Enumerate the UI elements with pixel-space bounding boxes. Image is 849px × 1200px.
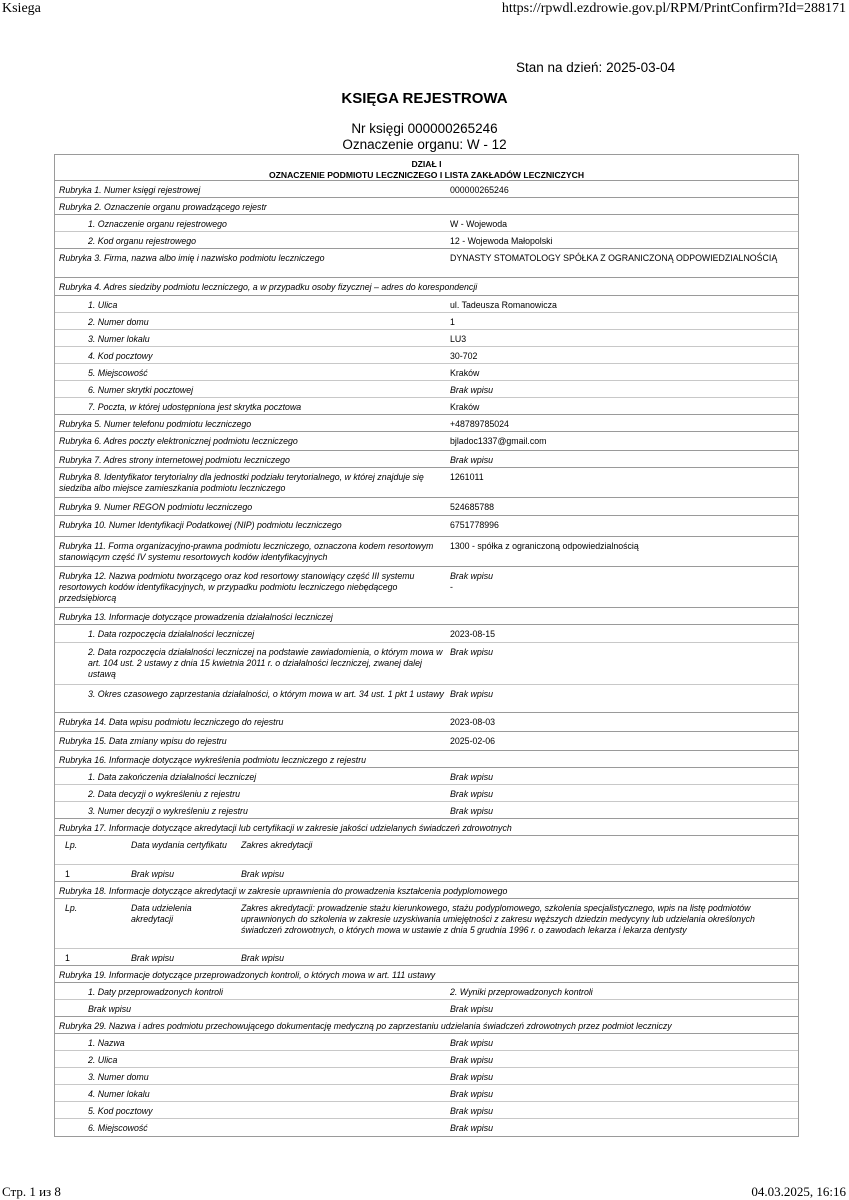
field-label: Rubryka 7. Adres strony internetowej podmiotu leczniczego [59, 455, 290, 465]
table-row [55, 785, 798, 802]
register-table [54, 154, 799, 1137]
field-label: Rubryka 3. Firma, nazwa albo imię i nazwisko podmiotu leczniczego [59, 253, 325, 263]
field-label: 6. Numer skrytki pocztowej [88, 385, 194, 395]
field-value: ul. Tadeusza Romanowicza [450, 300, 557, 310]
section-number: DZIAŁ I [411, 159, 442, 169]
field-label: 2. Ulica [88, 1055, 118, 1065]
field-value: Brak wpisu [450, 1004, 494, 1014]
field-value: Brak wpisu [450, 772, 494, 782]
field-label: 4. Numer lokalu [88, 1089, 150, 1099]
table-row [55, 713, 798, 732]
register-number: Nr księgi 000000265246 [351, 121, 498, 136]
cell-scope: Brak wpisu [241, 869, 285, 879]
column-header-lp: Lp. [65, 840, 78, 850]
field-label: 5. Miejscowość [88, 368, 148, 378]
table-row [55, 516, 798, 537]
table-row [55, 1034, 798, 1051]
field-value [449, 567, 798, 607]
column-header-scope: Zakres akredytacji: prowadzenie stażu kierunkowego, stażu podyplomowego, szkolenia specjalistycznego, wpis na listę podmiotów uprawnionych do szkolenia w zakresie uzyskiwania umiejętności z zakresu węższych dziedzin medycyny lub udzielania określonych świadczeń zdrowotnych, o których mowa w ustawie z dnia 5 grudnia 1996 r. o zawodach lekarza i lekarza dentysty [241, 903, 755, 935]
field-value: 2023-08-03 [450, 717, 495, 727]
print-timestamp: 04.03.2025, 16:16 [751, 1184, 846, 1199]
field-value: Brak wpisu [450, 1072, 494, 1082]
field-label: Rubryka 16. Informacje dotyczące wykreślenia podmiotu leczniczego z rejestru [59, 755, 367, 765]
table-row [55, 983, 798, 1000]
field-label: 1. Daty przeprowadzonych kontroli [88, 987, 223, 997]
table-row [55, 381, 798, 398]
cell-lp: 1 [65, 869, 70, 879]
field-label: 1. Nazwa [88, 1038, 125, 1048]
field-label: Rubryka 10. Numer Identyfikacji Podatkowej (NIP) podmiotu leczniczego [59, 520, 342, 530]
table-row [55, 313, 798, 330]
section-title: OZNACZENIE PODMIOTU LECZNICZEGO I LISTA ZAKŁADÓW LECZNICZYCH [268, 169, 585, 180]
field-value: 524685788 [450, 502, 495, 512]
field-label: Rubryka 11. Forma organizacyjno-prawna podmiotu leczniczego, oznaczona kodem resortowym stanowiącym część IV systemu resortowych kodów identyfikacyjnych [59, 541, 434, 562]
cell-scope: Brak wpisu [241, 953, 285, 963]
column-header-scope: Zakres akredytacji [241, 840, 313, 850]
table-row [55, 1119, 798, 1136]
table-row [55, 819, 798, 836]
table-row [55, 608, 798, 625]
field-label: 1. Oznaczenie organu rejestrowego [88, 219, 227, 229]
field-label: 2. Kod organu rejestrowego [88, 236, 197, 246]
table-row [55, 966, 798, 983]
cell-date: Brak wpisu [131, 869, 175, 879]
table-row [55, 865, 798, 882]
field-value: DYNASTY STOMATOLOGY SPÓŁKA Z OGRANICZONĄ ODPOWIEDZIALNOŚCIĄ [450, 253, 778, 263]
field-label: 3. Numer domu [88, 1072, 149, 1082]
table-row [55, 498, 798, 516]
table-row [55, 567, 798, 608]
field-value: 30-702 [450, 351, 478, 361]
field-label: 4. Kod pocztowy [88, 351, 153, 361]
field-value: Brak wpisu [450, 647, 494, 657]
field-value: W - Wojewoda [450, 219, 508, 229]
field-value: Brak wpisu [450, 455, 494, 465]
table-row [55, 1051, 798, 1068]
table-row [55, 949, 798, 966]
status-date: Stan na dzień: 2025-03-04 [516, 60, 676, 75]
page-counter: Стр. 1 из 8 [2, 1184, 61, 1199]
table-row [55, 330, 798, 347]
field-label: Rubryka 14. Data wpisu podmiotu leczniczego do rejestru [59, 717, 284, 727]
table-row [55, 296, 798, 313]
field-label: Rubryka 18. Informacje dotyczące akredytacji w zakresie uprawnienia do prowadzenia kształcenia podyplomowego [59, 886, 508, 896]
table-row [55, 732, 798, 751]
field-value: Brak wpisu [88, 1004, 132, 1014]
table-row [55, 1017, 798, 1034]
table-row [55, 347, 798, 364]
field-value: Brak wpisu [450, 789, 494, 799]
field-label: 2. Data rozpoczęcia działalności leczniczej na podstawie zawiadomienia, o którym mowa w art. 104 ust. 2 ustawy z dnia 15 kwietnia 2011 r. o działalności leczniczej, zwanej dalej ustawą [88, 647, 443, 679]
field-value: LU3 [450, 334, 467, 344]
authority-code: Oznaczenie organu: W - 12 [342, 137, 507, 152]
table-row [55, 415, 798, 432]
table-row [55, 1000, 798, 1017]
field-label: Rubryka 6. Adres poczty elektronicznej podmiotu leczniczego [59, 436, 298, 446]
field-label: 3. Okres czasowego zaprzestania działalności, o którym mowa w art. 34 ust. 1 pkt 1 ustawy [88, 689, 444, 699]
field-value: Brak wpisu [450, 1106, 494, 1116]
field-value: +48789785024 [450, 419, 509, 429]
table-row [55, 249, 798, 278]
column-header-lp: Lp. [65, 903, 78, 913]
page-title: KSIĘGA REJESTROWA [341, 90, 508, 107]
field-label: 7. Poczta, w której udostępniona jest skrytka pocztowa [88, 402, 302, 412]
field-value: 6751778996 [450, 520, 499, 530]
field-label: Rubryka 5. Numer telefonu podmiotu leczniczego [59, 419, 252, 429]
field-label: Rubryka 17. Informacje dotyczące akredytacji lub certyfikacji w zakresie jakości udzielanych świadczeń zdrowotnych [59, 823, 512, 833]
field-label: 2. Numer domu [88, 317, 149, 327]
field-label: Rubryka 29. Nazwa i adres podmiotu przechowującego dokumentację medyczną po zaprzestaniu udzielania świadczeń zdrowotnych przez podmiot leczniczy [59, 1021, 672, 1031]
field-label: Rubryka 19. Informacje dotyczące przeprowadzonych kontroli, o których mowa w art. 111 ustawy [59, 970, 436, 980]
field-value: Brak wpisu [450, 1038, 494, 1048]
field-label: Rubryka 8. Identyfikator terytorialny dla jednostki podziału terytorialnego, w której znajduje się siedziba albo miejsce zamieszkania podmiotu leczniczego [59, 472, 424, 493]
table-row [55, 364, 798, 381]
field-value: Brak wpisu [450, 1055, 494, 1065]
table-row [55, 685, 798, 713]
table-row [55, 232, 798, 249]
field-label: Rubryka 4. Adres siedziby podmiotu leczniczego, a w przypadku osoby fizycznej – adres do korespondencji [59, 282, 478, 292]
field-label: 3. Numer lokalu [88, 334, 150, 344]
field-label: Rubryka 1. Numer księgi rejestrowej [59, 185, 201, 195]
table-row [55, 1102, 798, 1119]
field-value: Brak wpisu [450, 385, 494, 395]
field-value: 1300 - spółka z ograniczoną odpowiedzialnością [450, 541, 639, 551]
table-row [55, 1068, 798, 1085]
field-value: 2025-02-06 [450, 736, 495, 746]
register-info [0, 121, 849, 153]
table-row [55, 398, 798, 415]
field-value: 000000265246 [450, 185, 509, 195]
field-label: Rubryka 2. Oznaczenie organu prowadzącego rejestr [59, 202, 267, 212]
field-label: 1. Data zakończenia działalności leczniczej [88, 772, 257, 782]
field-value-primary: Brak wpisu [450, 571, 494, 581]
field-label: Rubryka 13. Informacje dotyczące prowadzenia działalności leczniczej [59, 612, 333, 622]
field-label: 1. Ulica [88, 300, 118, 310]
table-row [55, 198, 798, 215]
field-value: Kraków [450, 368, 480, 378]
field-label: Rubryka 9. Numer REGON podmiotu leczniczego [59, 502, 253, 512]
field-value: Brak wpisu [450, 806, 494, 816]
field-label: Rubryka 15. Data zmiany wpisu do rejestru [59, 736, 227, 746]
field-label: 6. Miejscowość [88, 1123, 148, 1133]
cell-date: Brak wpisu [131, 953, 175, 963]
field-value: Kraków [450, 402, 480, 412]
field-label: 5. Kod pocztowy [88, 1106, 153, 1116]
table-row [55, 882, 798, 899]
column-header-date: Data wydania certyfikatu [131, 840, 227, 850]
table-header-row [55, 836, 798, 865]
browser-page-title: Ksiega [2, 1, 41, 16]
field-value-secondary: - [450, 582, 453, 592]
field-value: Brak wpisu [450, 689, 494, 699]
field-value: Brak wpisu [450, 1089, 494, 1099]
field-label: 2. Wyniki przeprowadzonych kontroli [450, 987, 593, 997]
table-row [55, 1085, 798, 1102]
browser-page-url: https://rpwdl.ezdrowie.gov.pl/RPM/PrintConfirm?Id=288171 [501, 1, 846, 16]
field-label: 1. Data rozpoczęcia działalności leczniczej [88, 629, 255, 639]
field-value: 2023-08-15 [450, 629, 495, 639]
table-row [55, 432, 798, 451]
table-row [55, 451, 798, 468]
table-row [55, 278, 798, 296]
field-value: 1261011 [450, 472, 484, 482]
cell-lp: 1 [65, 953, 70, 963]
table-row [55, 625, 798, 643]
field-label: 3. Numer decyzji o wykreśleniu z rejestru [88, 806, 248, 816]
field-value: 12 - Wojewoda Małopolski [450, 236, 553, 246]
section-header [55, 155, 798, 181]
table-row [55, 181, 798, 198]
column-header-date: Data udzielenia akredytacji [131, 903, 192, 924]
field-label: Rubryka 12. Nazwa podmiotu tworzącego oraz kod resortowy stanowiący część III systemu resortowych kodów identyfikacyjnych, w przypadku podmiotu leczniczego niebędącego przedsiębiorcą [59, 571, 415, 603]
table-row [55, 643, 798, 685]
table-header-row [55, 899, 798, 949]
table-row [55, 802, 798, 819]
table-row [55, 215, 798, 232]
table-row [55, 768, 798, 785]
field-label: 2. Data decyzji o wykreśleniu z rejestru [88, 789, 241, 799]
table-row [55, 537, 798, 567]
field-value: Brak wpisu [450, 1123, 494, 1133]
field-value: bjladoc1337@gmail.com [450, 436, 547, 446]
table-row [55, 751, 798, 768]
field-value: 1 [450, 317, 455, 327]
table-row [55, 468, 798, 498]
